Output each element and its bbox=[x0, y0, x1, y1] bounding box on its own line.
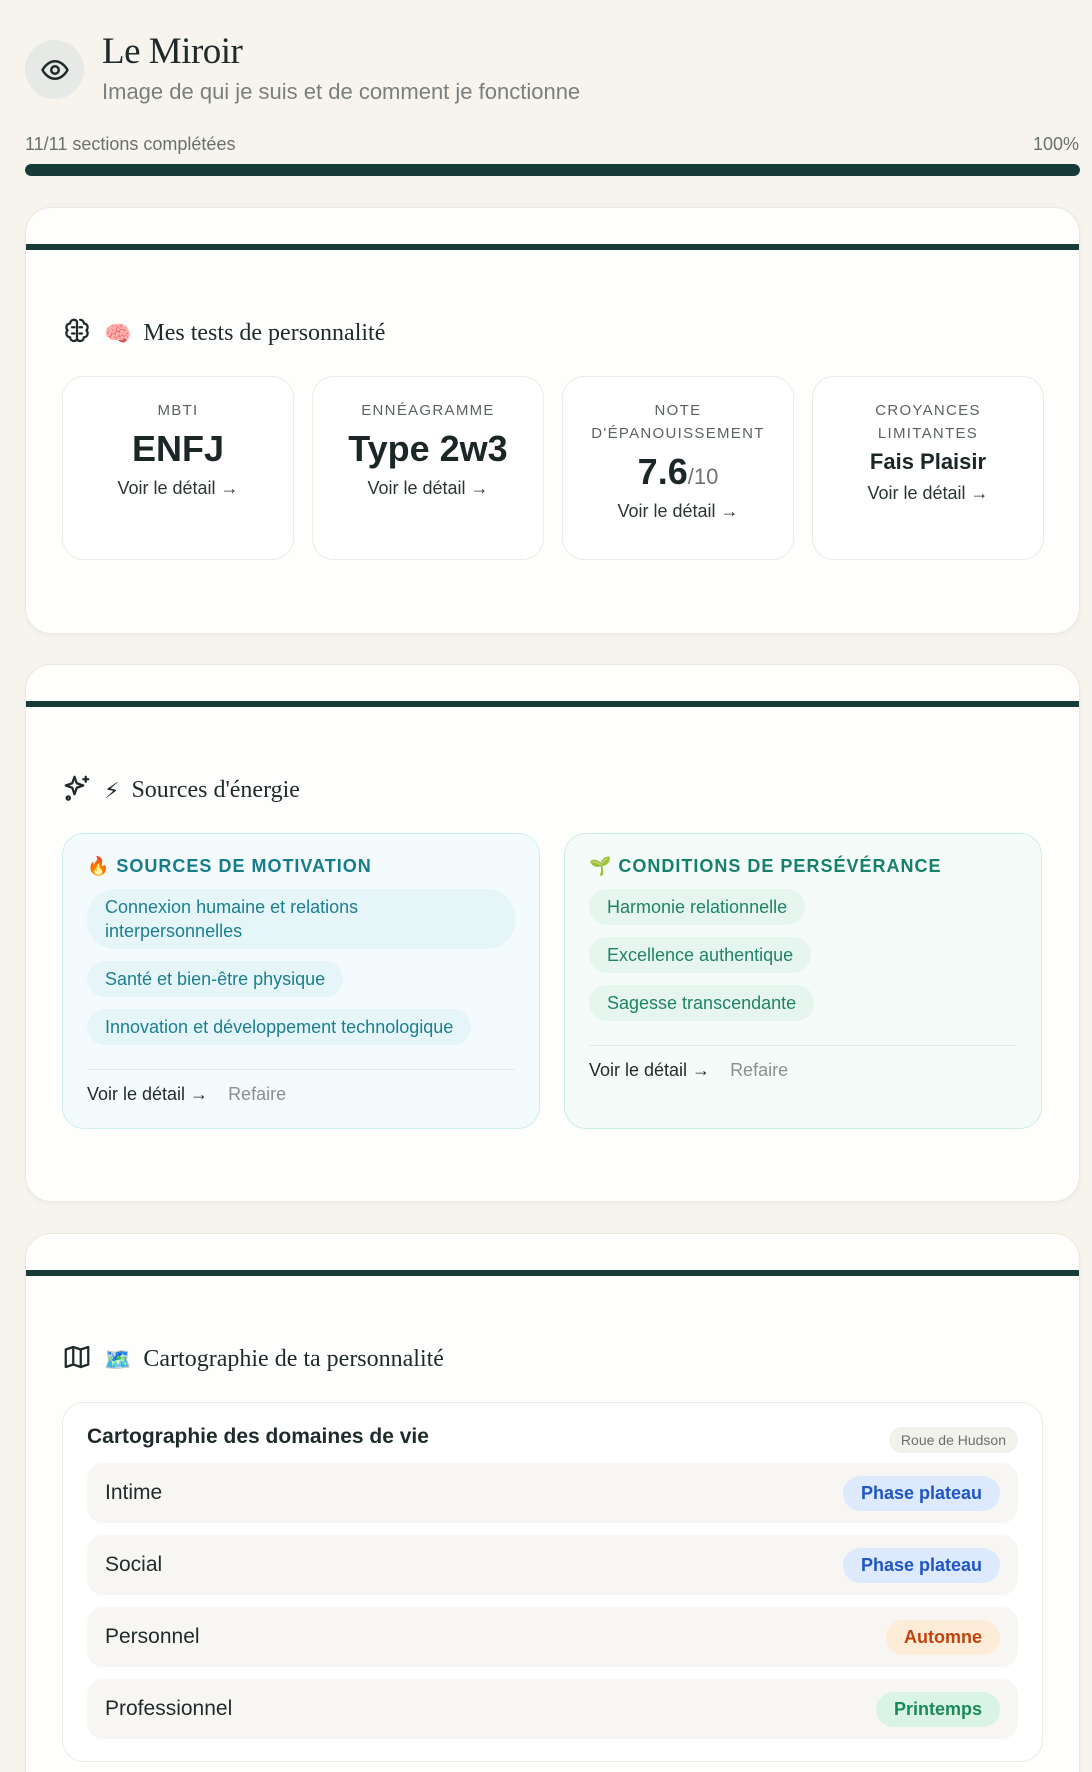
brain-icon bbox=[62, 316, 92, 351]
section-title: Cartographie de ta personnalité bbox=[143, 1346, 444, 1372]
section-title: Mes tests de personnalité bbox=[143, 320, 386, 346]
test-card-limiting-beliefs[interactable] bbox=[812, 376, 1044, 560]
seedling-emoji: 🌱 bbox=[589, 856, 613, 876]
section-header bbox=[62, 773, 300, 808]
details-link[interactable]: Voir le détail → bbox=[589, 1060, 711, 1080]
domain-row[interactable] bbox=[87, 1463, 1018, 1523]
test-card-mbti[interactable] bbox=[62, 376, 294, 560]
details-link[interactable]: Voir le détail → bbox=[617, 501, 739, 521]
method-tag: Roue de Hudson bbox=[889, 1427, 1018, 1453]
perseverance-panel bbox=[564, 833, 1042, 1129]
progress-bar bbox=[25, 164, 1080, 176]
test-label: ENNÉAGRAMME bbox=[361, 402, 495, 419]
test-label: CROYANCES LIMITANTES bbox=[875, 402, 981, 442]
test-value: ENFJ bbox=[131, 428, 225, 469]
panel-title: Cartographie des domaines de vie bbox=[87, 1425, 429, 1448]
card-accent-bar bbox=[26, 244, 1079, 250]
progress-bar-fill bbox=[25, 164, 1080, 176]
redo-link[interactable]: Refaire bbox=[228, 1084, 287, 1104]
chip: Connexion humaine et relations interpersonnelles bbox=[87, 889, 515, 949]
details-link[interactable]: Voir le détail → bbox=[367, 478, 489, 498]
lightning-emoji: ⚡ bbox=[104, 777, 120, 803]
panel-footer bbox=[87, 1069, 515, 1105]
test-label: NOTE D'ÉPANOUISSEMENT bbox=[591, 402, 765, 442]
test-value: 7.6/10 bbox=[637, 451, 719, 492]
page-subtitle: Image de qui je suis et de comment je fonctionne bbox=[102, 79, 581, 104]
panel-footer bbox=[589, 1045, 1017, 1081]
card-accent-bar bbox=[26, 1270, 1079, 1276]
domain-list bbox=[87, 1463, 1018, 1739]
details-link[interactable]: Voir le détail → bbox=[87, 1084, 209, 1104]
domain-row[interactable] bbox=[87, 1535, 1018, 1595]
energy-sources-card bbox=[25, 664, 1080, 1202]
domain-row[interactable] bbox=[87, 1679, 1018, 1739]
chip: Santé et bien-être physique bbox=[87, 961, 343, 997]
section-title: Sources d'énergie bbox=[131, 777, 300, 803]
phase-badge: Printemps bbox=[876, 1692, 1000, 1727]
map-icon bbox=[62, 1342, 92, 1377]
details-link[interactable]: Voir le détail → bbox=[867, 483, 989, 503]
test-card-enneagram[interactable] bbox=[312, 376, 544, 560]
chip-list bbox=[589, 889, 1017, 1021]
chip: Innovation et développement technologique bbox=[87, 1009, 471, 1045]
domain-label: Social bbox=[105, 1553, 163, 1576]
test-label: MBTI bbox=[157, 402, 199, 419]
domain-row[interactable] bbox=[87, 1607, 1018, 1667]
sparkles-icon bbox=[62, 773, 92, 808]
domain-label: Personnel bbox=[105, 1625, 200, 1648]
panel-title: 🌱 CONDITIONS DE PERSÉVÉRANCE bbox=[589, 856, 942, 876]
brain-emoji: 🧠 bbox=[104, 320, 132, 346]
score-suffix: /10 bbox=[687, 464, 719, 489]
chip: Sagesse transcendante bbox=[589, 985, 814, 1021]
redo-link[interactable]: Refaire bbox=[730, 1060, 789, 1080]
life-domains-panel bbox=[62, 1402, 1043, 1762]
cartography-card bbox=[25, 1233, 1080, 1772]
panel-title: 🔥 SOURCES DE MOTIVATION bbox=[87, 856, 372, 876]
card-accent-bar bbox=[26, 701, 1079, 707]
motivation-panel bbox=[62, 833, 540, 1129]
map-emoji: 🗺️ bbox=[104, 1346, 132, 1372]
section-header bbox=[62, 316, 385, 351]
test-value: Fais Plaisir bbox=[869, 449, 987, 474]
test-value: Type 2w3 bbox=[348, 428, 508, 469]
section-header bbox=[62, 1342, 444, 1377]
chip: Excellence authentique bbox=[589, 937, 811, 973]
eye-icon bbox=[25, 40, 84, 99]
personality-tests-card bbox=[25, 207, 1080, 634]
test-card-fulfillment[interactable] bbox=[562, 376, 794, 560]
progress-percent: 100% bbox=[1032, 134, 1079, 154]
phase-badge: Phase plateau bbox=[843, 1548, 1000, 1583]
chip: Harmonie relationnelle bbox=[589, 889, 805, 925]
page-header bbox=[25, 30, 1085, 110]
fire-emoji: 🔥 bbox=[87, 856, 111, 876]
domain-label: Intime bbox=[105, 1481, 163, 1504]
chip-list bbox=[87, 889, 515, 1045]
phase-badge: Automne bbox=[886, 1620, 1000, 1655]
details-link[interactable]: Voir le détail → bbox=[117, 478, 239, 498]
domain-label: Professionnel bbox=[105, 1697, 233, 1720]
page-title: Le Miroir bbox=[102, 31, 243, 72]
phase-badge: Phase plateau bbox=[843, 1476, 1000, 1511]
progress-label: 11/11 sections complétées bbox=[25, 134, 236, 154]
tests-grid bbox=[62, 376, 1044, 560]
